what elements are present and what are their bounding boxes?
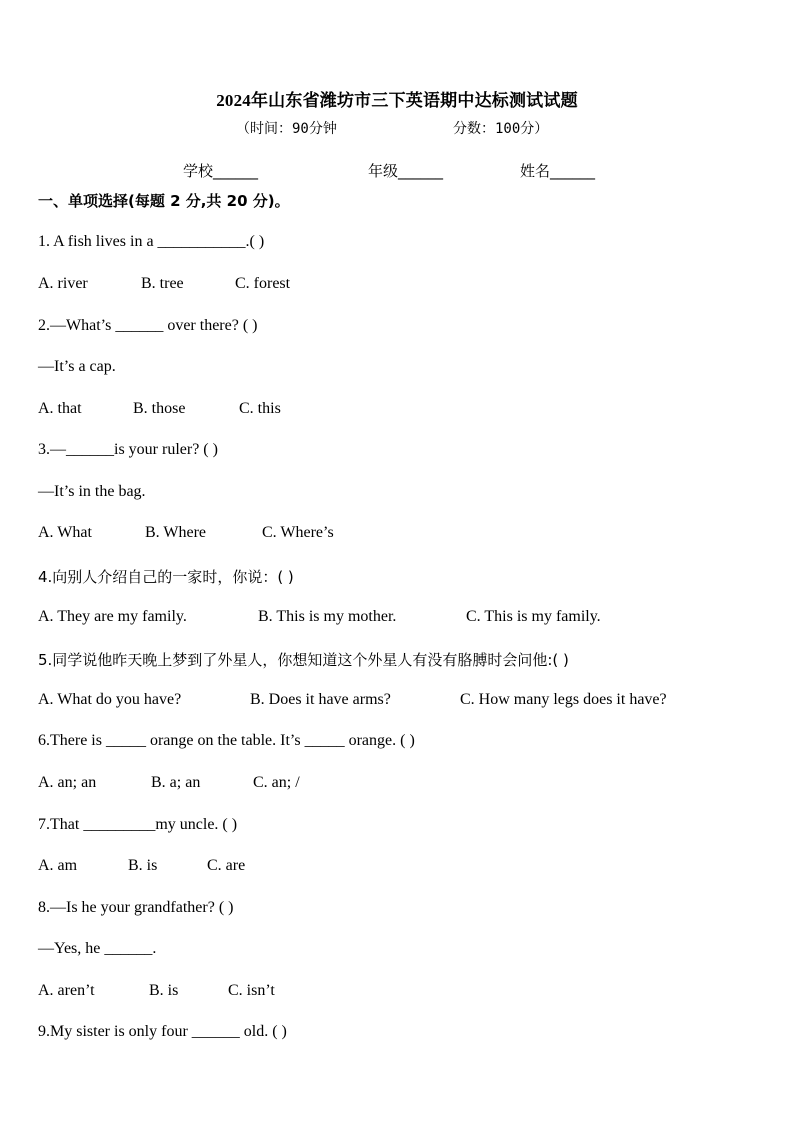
question-8-stem: 8.—Is he your grandfather? ( ) xyxy=(38,899,234,916)
grade-field[interactable]: 年级______ xyxy=(368,162,444,180)
question-6-option-c[interactable]: C. an; / xyxy=(253,774,300,791)
question-1-stem: 1. A fish lives in a ___________.( ) xyxy=(38,233,265,250)
exam-title: 2024年山东省潍坊市三下英语期中达标测试试题 xyxy=(216,91,578,110)
question-2-reply: —It’s a cap. xyxy=(38,358,116,375)
question-6-option-b[interactable]: B. a; an xyxy=(151,774,201,791)
question-3-reply: —It’s in the bag. xyxy=(38,483,146,500)
question-5-option-c[interactable]: C. How many legs does it have? xyxy=(460,691,667,708)
name-field[interactable]: 姓名______ xyxy=(520,162,596,180)
school-field[interactable]: 学校______ xyxy=(183,162,259,180)
question-5-option-b[interactable]: B. Does it have arms? xyxy=(250,691,391,708)
question-3-option-b[interactable]: B. Where xyxy=(145,524,207,541)
question-3-option-c[interactable]: C. Where’s xyxy=(262,524,334,541)
question-8-option-b[interactable]: B. is xyxy=(149,982,179,999)
question-8-reply: —Yes, he ______. xyxy=(38,940,157,957)
question-7-option-a[interactable]: A. am xyxy=(38,857,78,874)
exam-score: 分数：100分） xyxy=(453,121,549,137)
question-8-option-c[interactable]: C. isn’t xyxy=(228,982,275,999)
question-2-option-c[interactable]: C. this xyxy=(239,400,281,417)
question-4-option-b[interactable]: B. This is my mother. xyxy=(258,608,397,625)
question-9-stem: 9.My sister is only four ______ old. ( ) xyxy=(38,1023,287,1040)
question-2-option-b[interactable]: B. those xyxy=(133,400,186,417)
question-2-stem: 2.—What’s ______ over there? ( ) xyxy=(38,317,258,334)
question-1-option-c[interactable]: C. forest xyxy=(235,275,291,292)
question-3-stem: 3.—______is your ruler? ( ) xyxy=(38,441,218,458)
question-1-option-a[interactable]: A. river xyxy=(38,275,88,292)
question-6-stem: 6.There is _____ orange on the table. It’s _____ orange. ( ) xyxy=(38,732,415,749)
question-7-option-c[interactable]: C. are xyxy=(207,857,246,874)
question-1-option-b[interactable]: B. tree xyxy=(141,275,184,292)
question-4-option-c[interactable]: C. This is my family. xyxy=(466,608,601,625)
question-6-option-a[interactable]: A. an; an xyxy=(38,774,97,791)
exam-time: （时间：90分钟 xyxy=(236,121,337,137)
question-5-option-a[interactable]: A. What do you have? xyxy=(38,691,182,708)
question-7-stem: 7.That _________my uncle. ( ) xyxy=(38,816,238,833)
question-3-option-a[interactable]: A. What xyxy=(38,524,92,541)
question-4-option-a[interactable]: A. They are my family. xyxy=(38,608,187,625)
question-2-option-a[interactable]: A. that xyxy=(38,400,82,417)
question-7-option-b[interactable]: B. is xyxy=(128,857,158,874)
question-4-stem: 4.向别人介绍自己的一家时，你说：( ) xyxy=(38,568,294,586)
section-heading: 一、单项选择(每题 2 分,共 20 分)。 xyxy=(38,192,290,210)
question-8-option-a[interactable]: A. aren’t xyxy=(38,982,95,999)
question-5-stem: 5.同学说他昨天晚上梦到了外星人，你想知道这个外星人有没有胳膊时会问他:( ) xyxy=(38,651,569,669)
